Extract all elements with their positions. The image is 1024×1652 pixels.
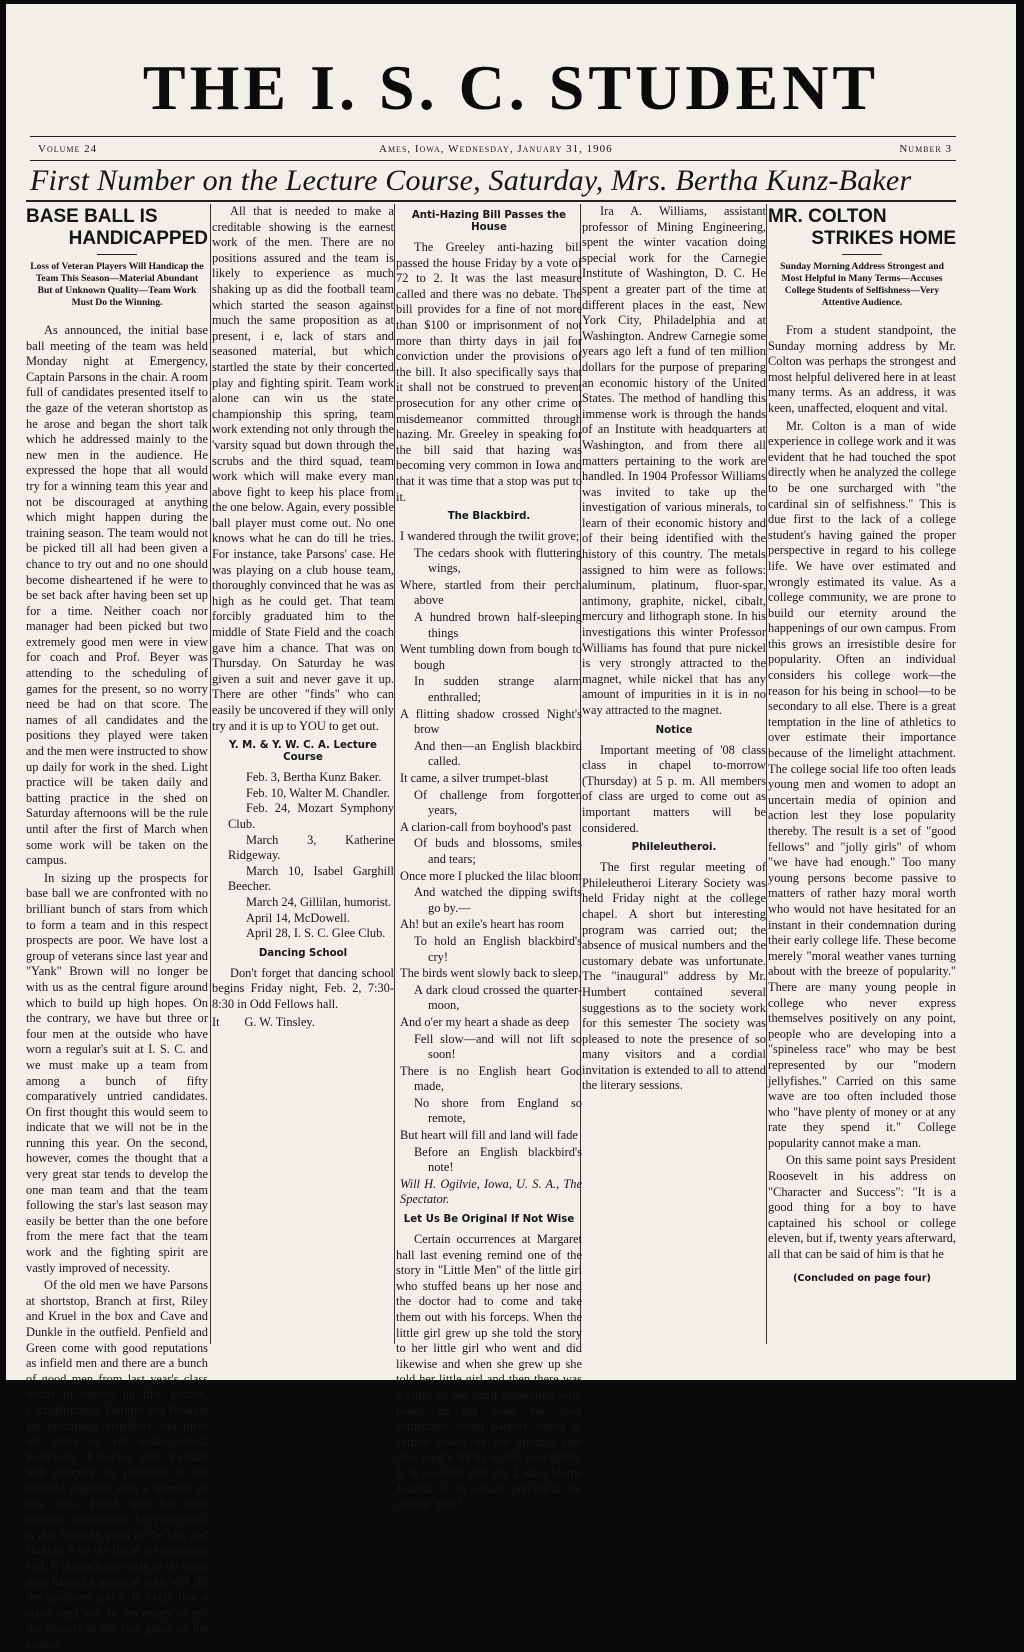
poem-line: But heart will fill and land will fade xyxy=(400,1128,578,1143)
baseball-paragraph: All that is needed to make a creditable showing is the earnest work of the men. There are no positions assured and the team is likely to experience as much shaking up as did the football team which started the season against much the same proposition as at present, i e, lack of stars and seasoned material, but which startled the state by their concerted play and fighting spirit. Team work alone can win us the state championship this spring, team work extending not only through the 'varsity squad but down through the scrubs and the third squad, team work which will make every man above fight to keep his place from the one below. Again, every possible ball player must come out. No one knows what he can do till he tries. For instance, take Parsons' case. He was playing on a club house team, thoroughly convinced that he was as high as he could get. That team forcibly graduated him to the middle of State Field and the coach gave him a chance. That was on Thursday. On Saturday he was given a suit and never gave it up. There are other "finds" who can easily be uncovered if they will only try and it is up to YOU to get out. xyxy=(212,204,394,733)
poem-line: Before an English blackbird's note! xyxy=(414,1144,582,1175)
poem-line: Ah! but an exile's heart has room xyxy=(400,917,564,932)
colton-paragraph: Mr. Colton is a man of wide experience in college work and it was evident that he had touched the spot directly when he analyzed the college to be one surcharged with "the cardinal sin of selfishness." This is due first to the lack of a college student's having gained the proper perspective in regard to his college life. We have over estimated and wrongly estimated its value. As a college community, we are prone to build our eternity around the happenings of our own campus. From this grows an irresistible desire for popularity. Often an individual considers his college work—the reason for his being in school—to be secondary to all else. There is a great temptation in the line of athletics to over estimate their importance because of the limelight attachment. The college social life too often leads young men and women to adopt an uncertain media of opinion and action lest they lose popularity thereby. The result is a set of "good fellows" and "jolly girls" of whom "we have had enough." Too many young persons become passive to matters of rather hazy moral worth who would not have hesitated for an instant in their condemnation during their early college life. These become merely "moral weather vanes turning about with the breeze of popularity." There are many young people in college who never express themselves positively on any point, people who are developing into a "spineless race" who may be best represented by our "modern jellyfishes." Carried on this same wave are too often included those who "have plenty of money or at any rate they spend it." College popularity cannot make a man. xyxy=(768,418,956,1150)
williams-paragraph: Ira A. Williams, assistant professor of Mining Engineering, spent the winter vacation doing special work for the Carnegie Institute of Washington, D. C. He spent a greater part of the time at different places in the east, New York City, Philadelphia and at Washington. Andrew Carnegie some years ago left a fund of ten million dollars for the purpose of preparing an economic history of the United States. The method of handling this immense work is through the hands of an Institute with headquarters at Washington, and from there all matters pertaining to the work are handled. In 1904 Professor Williams was invited to take up the investigation of various minerals, to learn of their economic history and of their being identified with the history of this country. The metals assigned to him were as follows: aluminum, platinum, fluor-spar, antimony, graphite, nickel, cibalt, mercury and lithograph stone. In his investigations this winter Professor Williams has found that pure nickel is very strongly attracted to the magnet, while nickel that has any amount of impurities in it is in no way attracted to the magnet. xyxy=(582,204,766,717)
lecture-item: March 3, Katherine Ridgeway. xyxy=(228,832,394,863)
column-5 xyxy=(768,204,956,1342)
poem-line: I wandered through the twilit grove; xyxy=(400,529,580,544)
poem-body xyxy=(396,529,582,1176)
colton-paragraph: From a student standpoint, the Sunday morning address by Mr. Colton was perhaps the strongest and most helpful delivered here in at least many terms. As an address, it was keen, unaffected, eloquent and vital. xyxy=(768,323,956,415)
column-1 xyxy=(26,204,208,1651)
poem-line: There is no English heart God made, xyxy=(400,1063,582,1094)
poem-line: Fell slow—and will not lift so soon! xyxy=(414,1031,582,1062)
poem-line: Of challenge from forgotten years, xyxy=(414,787,582,818)
poem-line: And watched the dipping swifts go by.— xyxy=(414,885,582,915)
hazing-text: The Greeley anti-hazing bill passed the house Friday by a vote of 72 to 2. It was the last measure called and there was no debate. The bill provides for a fine of not more than $100 or imprisonment of not more than thirty days in jail for conviction under the provisions of the bill. It also specifically says that it shall not be construed to prevent prosecution for any other crime or misdemeanor committed through hazing. Mr. Greeley in speaking for the bill said that hazing was becoming very common in Iowa and that it was time that a stop was put to it. xyxy=(396,240,582,504)
lecture-item: Feb. 24, Mozart Symphony Club. xyxy=(228,801,394,831)
poem-title: The Blackbird. xyxy=(447,511,531,523)
original-text: Certain occurrences at Margaret hall last evening remind one of the story in "Little Men" of the little girl who stuffed beans up her nose and the doctor had to come and take them out with his forceps. When the little girl grew up she told the story to her little girl who went and did likewise and when she grew up she told her little girl and then there was a child of the third generation with beans up her nose. We have sometimes heard parents object to certain books on the grounds that they taught tricks to the youngsters. Is it possible that the Ladies Home Journal is an unsafe periodical for college girls? xyxy=(396,1232,582,1512)
baseball-paragraph: In sizing up the prospects for base ball we are confronted with no brilliant bunch of stars from which to form a team and in this respect prospects are poor. We have lost a group of veterans since last year and "Yank" Brown will no longer be with us as the central figure around which to build up high hopes. On the contrary, we have but three or four men at the outside who have worn a regular's suit at I. S. C. and we must make up a team from among a bunch of fifty comparatively untried candidates. On first thought this would seem to indicate that we will not be in the running this year. On the second, however, comes the thought that a very great star tends to develop the one man team and that the team following the star's last season may easily be better than the one before from the mere fact that the team work and the fighting spirit are vastly improved of necessity. xyxy=(26,870,208,1275)
baseball-headline: BASE BALL IS HANDICAPPED xyxy=(26,206,208,249)
lecture-item: Feb. 10, Walter M. Chandler. xyxy=(246,785,390,800)
number-label: Number 3 xyxy=(899,143,952,155)
column-divider xyxy=(210,204,211,1344)
notice-heading: Notice xyxy=(655,724,693,736)
phileleutheroi-text: The first regular meeting of Phileleutheroi Literary Society was held Friday night at the college chapel. A short but interesting program was carried out; the absence of musical numbers and the customary debate was unfortunate. The "inaugural" address by Mr. Humbert contained several suggestions as to the society work for this semester The society was pleased to note the presence of so many visitors and a cordial invitation is extended to all to attend the literary sessions. xyxy=(582,860,766,1093)
lecture-item: March 10, Isabel Garghill Beecher. xyxy=(228,863,394,894)
column-4 xyxy=(582,204,766,1342)
hazing-heading: Anti-Hazing Bill Passes the House xyxy=(411,210,567,233)
dancing-school-signature: It G. W. Tinsley. xyxy=(212,1014,315,1029)
masthead-title: THE I. S. C. STUDENT xyxy=(142,52,880,123)
phileleutheroi-heading: Phileleutheroi. xyxy=(631,842,717,854)
poem-line: A flitting shadow crossed Night's brow xyxy=(400,706,582,737)
poem-line: It came, a silver trumpet-blast xyxy=(400,771,549,785)
poem-line: The birds went slowly back to sleep, xyxy=(400,966,582,981)
poem-line: The cedars shook with fluttering wings, xyxy=(414,545,582,576)
colton-deck: Sunday Morning Address Strongest and Most Helpful in Many Terms—Accuses College Students of Selfishness—Very Attentive Audience. xyxy=(772,254,952,309)
lecture-item: April 14, McDowell. xyxy=(246,910,350,925)
original-heading: Let Us Be Original If Not Wise xyxy=(403,1214,575,1226)
dateline xyxy=(34,143,952,159)
poem-line: And o'er my heart a shade as deep xyxy=(400,1014,570,1029)
dancing-school-text: Don't forget that dancing school begins Friday night, Feb. 2, 7:30-8:30 in Odd Fellows hall. xyxy=(212,965,394,1011)
date-label: Ames, Iowa, Wednesday, January 31, 1906 xyxy=(379,143,613,155)
masthead-rule-top xyxy=(30,136,956,137)
poem-line: Went tumbling down from bough to bough xyxy=(400,642,582,672)
masthead-rule-bottom xyxy=(30,160,956,161)
dancing-school-heading: Dancing School xyxy=(258,947,348,959)
poem-line: A dark cloud crossed the quarter-moon, xyxy=(414,982,582,1013)
volume-label: Volume 24 xyxy=(38,143,98,155)
column-3 xyxy=(396,204,582,1512)
poem-line: Once more I plucked the lilac bloom xyxy=(400,868,582,883)
lecture-course-heading: Y. M. & Y. W. C. A. Lecture Course xyxy=(229,740,377,764)
colton-paragraph: On this same point says President Roosevelt in his address on "Character and Success": "It is a good thing for a boy to have captained his school or college eleven, but if, twenty years afterward, all that can be said of him is that he xyxy=(768,1153,956,1262)
poem-line: No shore from England so remote, xyxy=(414,1095,582,1126)
poem-line: To hold an English blackbird's cry! xyxy=(414,933,582,964)
notice-text: Important meeting of '08 class class in chapel to-morrow (Thursday) at 5 p. m. All members of class are urged to come out as important matters will be considered. xyxy=(582,742,766,835)
baseball-deck: Loss of Veteran Players Will Handicap the Team This Season—Material Abundant But of Unknown Quality—Team Work Must Do the Winning. xyxy=(30,254,204,309)
column-divider xyxy=(766,204,767,1344)
baseball-paragraph: As announced, the initial base ball meeting of the team was held Monday night at Emergency, Captain Parsons in the chair. A room full of candidates presented itself to the gaze of the veteran shortstop as he arose and began the short talk which he addressed mainly to the new men in the audience. He expressed the hope that all would try for a winning team this year and not be discouraged at anything which might happen during the training season. The team would not be picked till all had been given a chance to try out and no one should become disheartened if he were to be set back after having been set up for a time. Neither coach nor manager had been picked but two extremely good men were in view for coach and Prof. Beyer was attending to the scheduling of games for the present, so no worry need be had on that score. The names of all candidates and the positions they played were taken and the men were instructed to show up daily for work in the shed. Light practice will be taken daily and batting practice in the shed on Saturday afternoons will be the rule until after the first of March when some work will be taken on the campus. xyxy=(26,323,208,868)
column-2 xyxy=(212,204,394,1342)
colton-headline: MR. COLTON STRIKES HOME xyxy=(768,206,956,249)
lecture-item: Feb. 3, Bertha Kunz Baker. xyxy=(246,770,382,785)
poem-line: And then—an English blackbird called. xyxy=(414,738,582,769)
baseball-paragraph: Of the old men we have Parsons at shortstop, Branch at first, Riley and Kruel in the box and Cave and Dunkle in the outfield. Penfield and Green come with good reputations as infield men and there are a bunch of good men from last year's class teams to bolster up that section. Carr, Brintnall, Guthrie and Broadie are promising infielders and there are more as yet undiscovered. Robinson, Knowles and Kendall will compete for positions in the outfield together with a number of new ones, Baird, who has been training consistently for two years, is due to make good in the box and Hughes is on the list at the receiving end. It is much too early to do more than hazard a guess at who will fill the positions and it is likely that a score card will be necessary to tell the players at the first game of the season. xyxy=(26,1278,208,1651)
continued-note: (Concluded on page four) xyxy=(793,1272,931,1284)
poem-line: Of buds and blossoms, smiles and tears; xyxy=(414,836,582,866)
lecture-item: April 28, I. S. C. Glee Club. xyxy=(246,926,386,941)
banner-rule xyxy=(26,200,956,202)
newspaper-page xyxy=(6,4,1016,1651)
poem-attribution: Will H. Ogilvie, Iowa, U. S. A., The Spectator. xyxy=(400,1176,582,1207)
lecture-banner-headline: First Number on the Lecture Course, Saturday, Mrs. Bertha Kunz-Baker xyxy=(30,164,912,197)
poem-line: A hundred brown half-sleeping things xyxy=(414,610,582,640)
poem-line: Where, startled from their perch above xyxy=(400,577,582,608)
lecture-item: March 24, Gillilan, humorist. xyxy=(246,894,392,909)
column-divider xyxy=(394,204,395,1344)
poem-line: A clarion-call from boyhood's past xyxy=(400,819,572,834)
poem-line: In sudden strange alarm enthralled; xyxy=(414,674,582,705)
